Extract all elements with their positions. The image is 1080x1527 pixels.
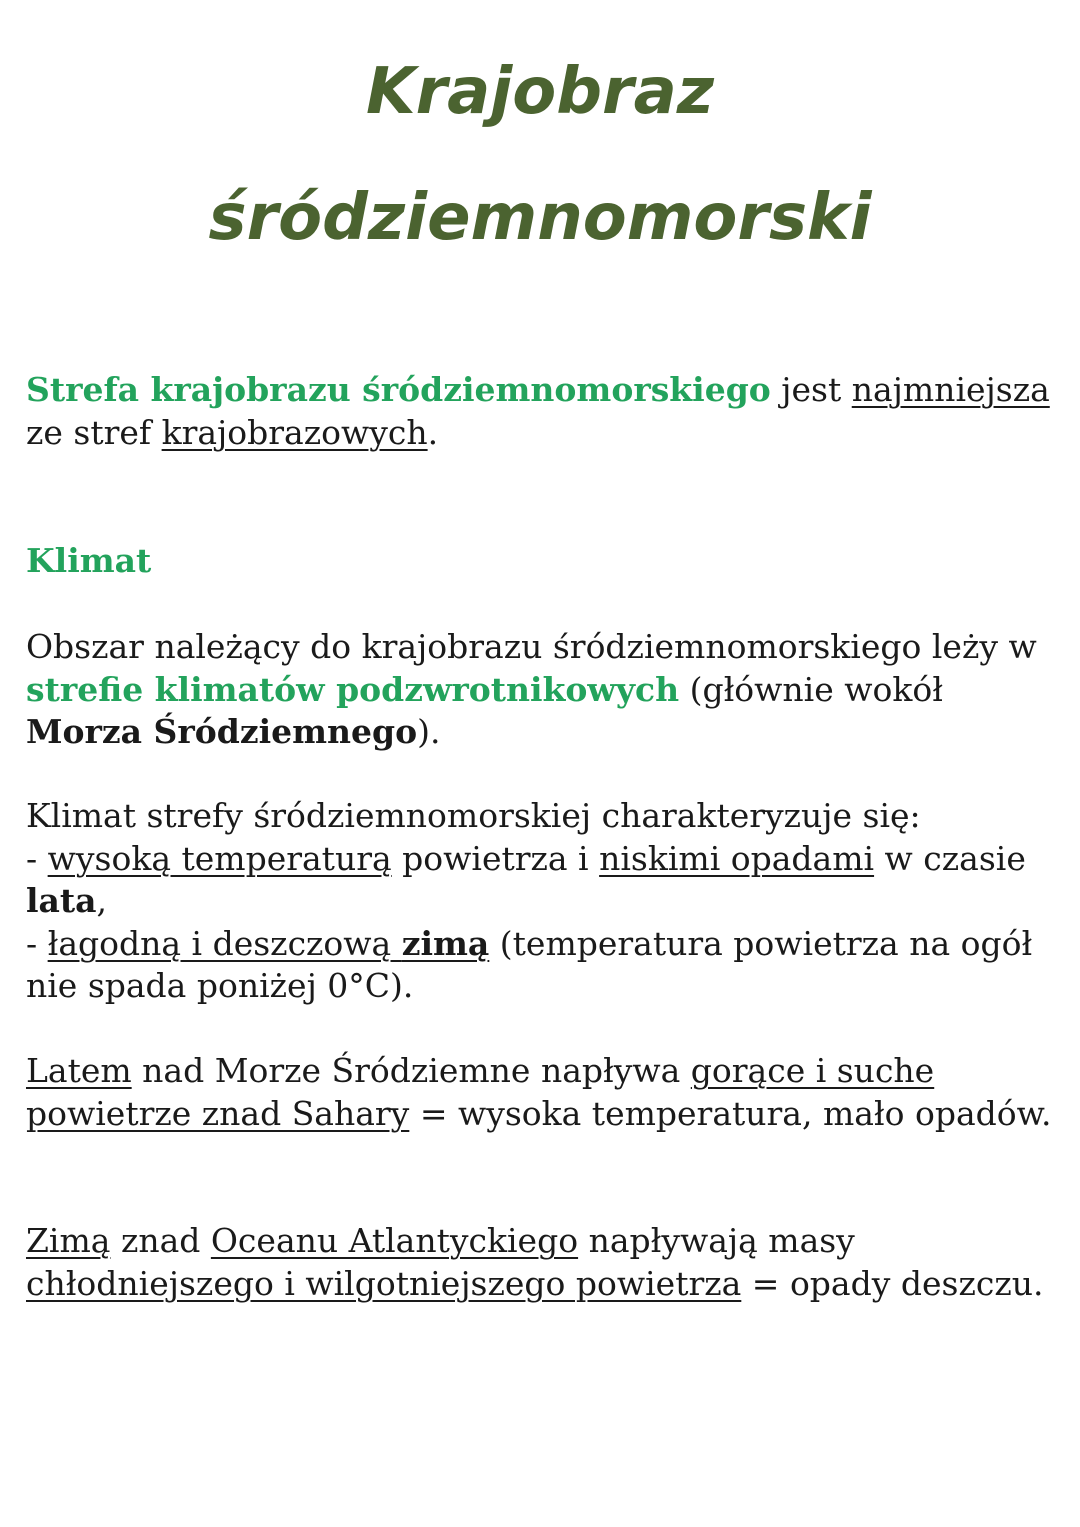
paragraph-text: w czasie	[874, 838, 1026, 878]
intro-underlined: najmniejsza	[851, 370, 1050, 409]
underlined-term: chłodniejszego i wilgotniejszego powietrza	[26, 1263, 742, 1303]
climate-features-paragraph	[26, 795, 1056, 1008]
underlined-term: Zimą	[26, 1221, 111, 1260]
paragraph-text: ).	[417, 712, 441, 751]
intro-paragraph	[26, 369, 1056, 454]
bold-term: zimą	[401, 923, 490, 963]
underlined-term	[48, 924, 490, 963]
underlined-text: łagodną i deszczową	[47, 923, 402, 963]
intro-text: ze stref	[26, 412, 162, 452]
bold-term: Morza Śródziemnego	[26, 712, 418, 751]
bullet-dash: -	[26, 923, 48, 963]
page-title-line-2: śródziemnomorski	[208, 181, 872, 255]
paragraph-text: Obszar należący do krajobrazu śródziemnomorskiego leży w	[26, 627, 1037, 666]
underlined-term: niskimi opadami	[599, 838, 875, 878]
bullet-dash: -	[26, 838, 48, 878]
paragraph-text: nad Morze Śródziemne napływa	[131, 1051, 691, 1090]
paragraph-text: ,	[96, 881, 108, 920]
paragraph-text: = wysoka temperatura, mało opadów.	[409, 1093, 1052, 1133]
paragraph-text: (głównie wokół	[679, 669, 943, 709]
winter-paragraph	[26, 1220, 1056, 1305]
underlined-term: wysoką temperaturą	[47, 838, 392, 878]
intro-text: .	[427, 412, 439, 452]
section-heading-klimat: Klimat	[26, 541, 152, 580]
paragraph-text: Klimat strefy śródziemnomorskiej charakteryzuje się:	[26, 796, 921, 835]
paragraph-text: znad	[110, 1221, 211, 1260]
underlined-term: Oceanu Atlantyckiego	[210, 1221, 579, 1260]
underlined-term: Latem	[26, 1051, 132, 1090]
intro-term: Strefa krajobrazu śródziemnomorskiego	[26, 370, 771, 409]
underlined-term: gorące i suche powietrze znad Sahary	[26, 1051, 935, 1133]
paragraph-text: napływają masy	[578, 1221, 855, 1260]
paragraph-text: powietrza i	[391, 838, 600, 878]
intro-underlined: krajobrazowych	[161, 412, 428, 452]
summer-paragraph	[26, 1050, 1056, 1135]
paragraph-text: (temperatura powietrza na ogół nie spada poniżej 0°C).	[26, 923, 1033, 1005]
intro-text: jest	[770, 370, 852, 409]
bold-term: lata	[26, 881, 97, 920]
highlight-term: strefie klimatów podzwrotnikowych	[26, 669, 680, 709]
paragraph-text: = opady deszczu.	[741, 1263, 1044, 1303]
climate-location-paragraph	[26, 626, 1056, 754]
page-title-line-1: Krajobraz	[365, 55, 715, 129]
